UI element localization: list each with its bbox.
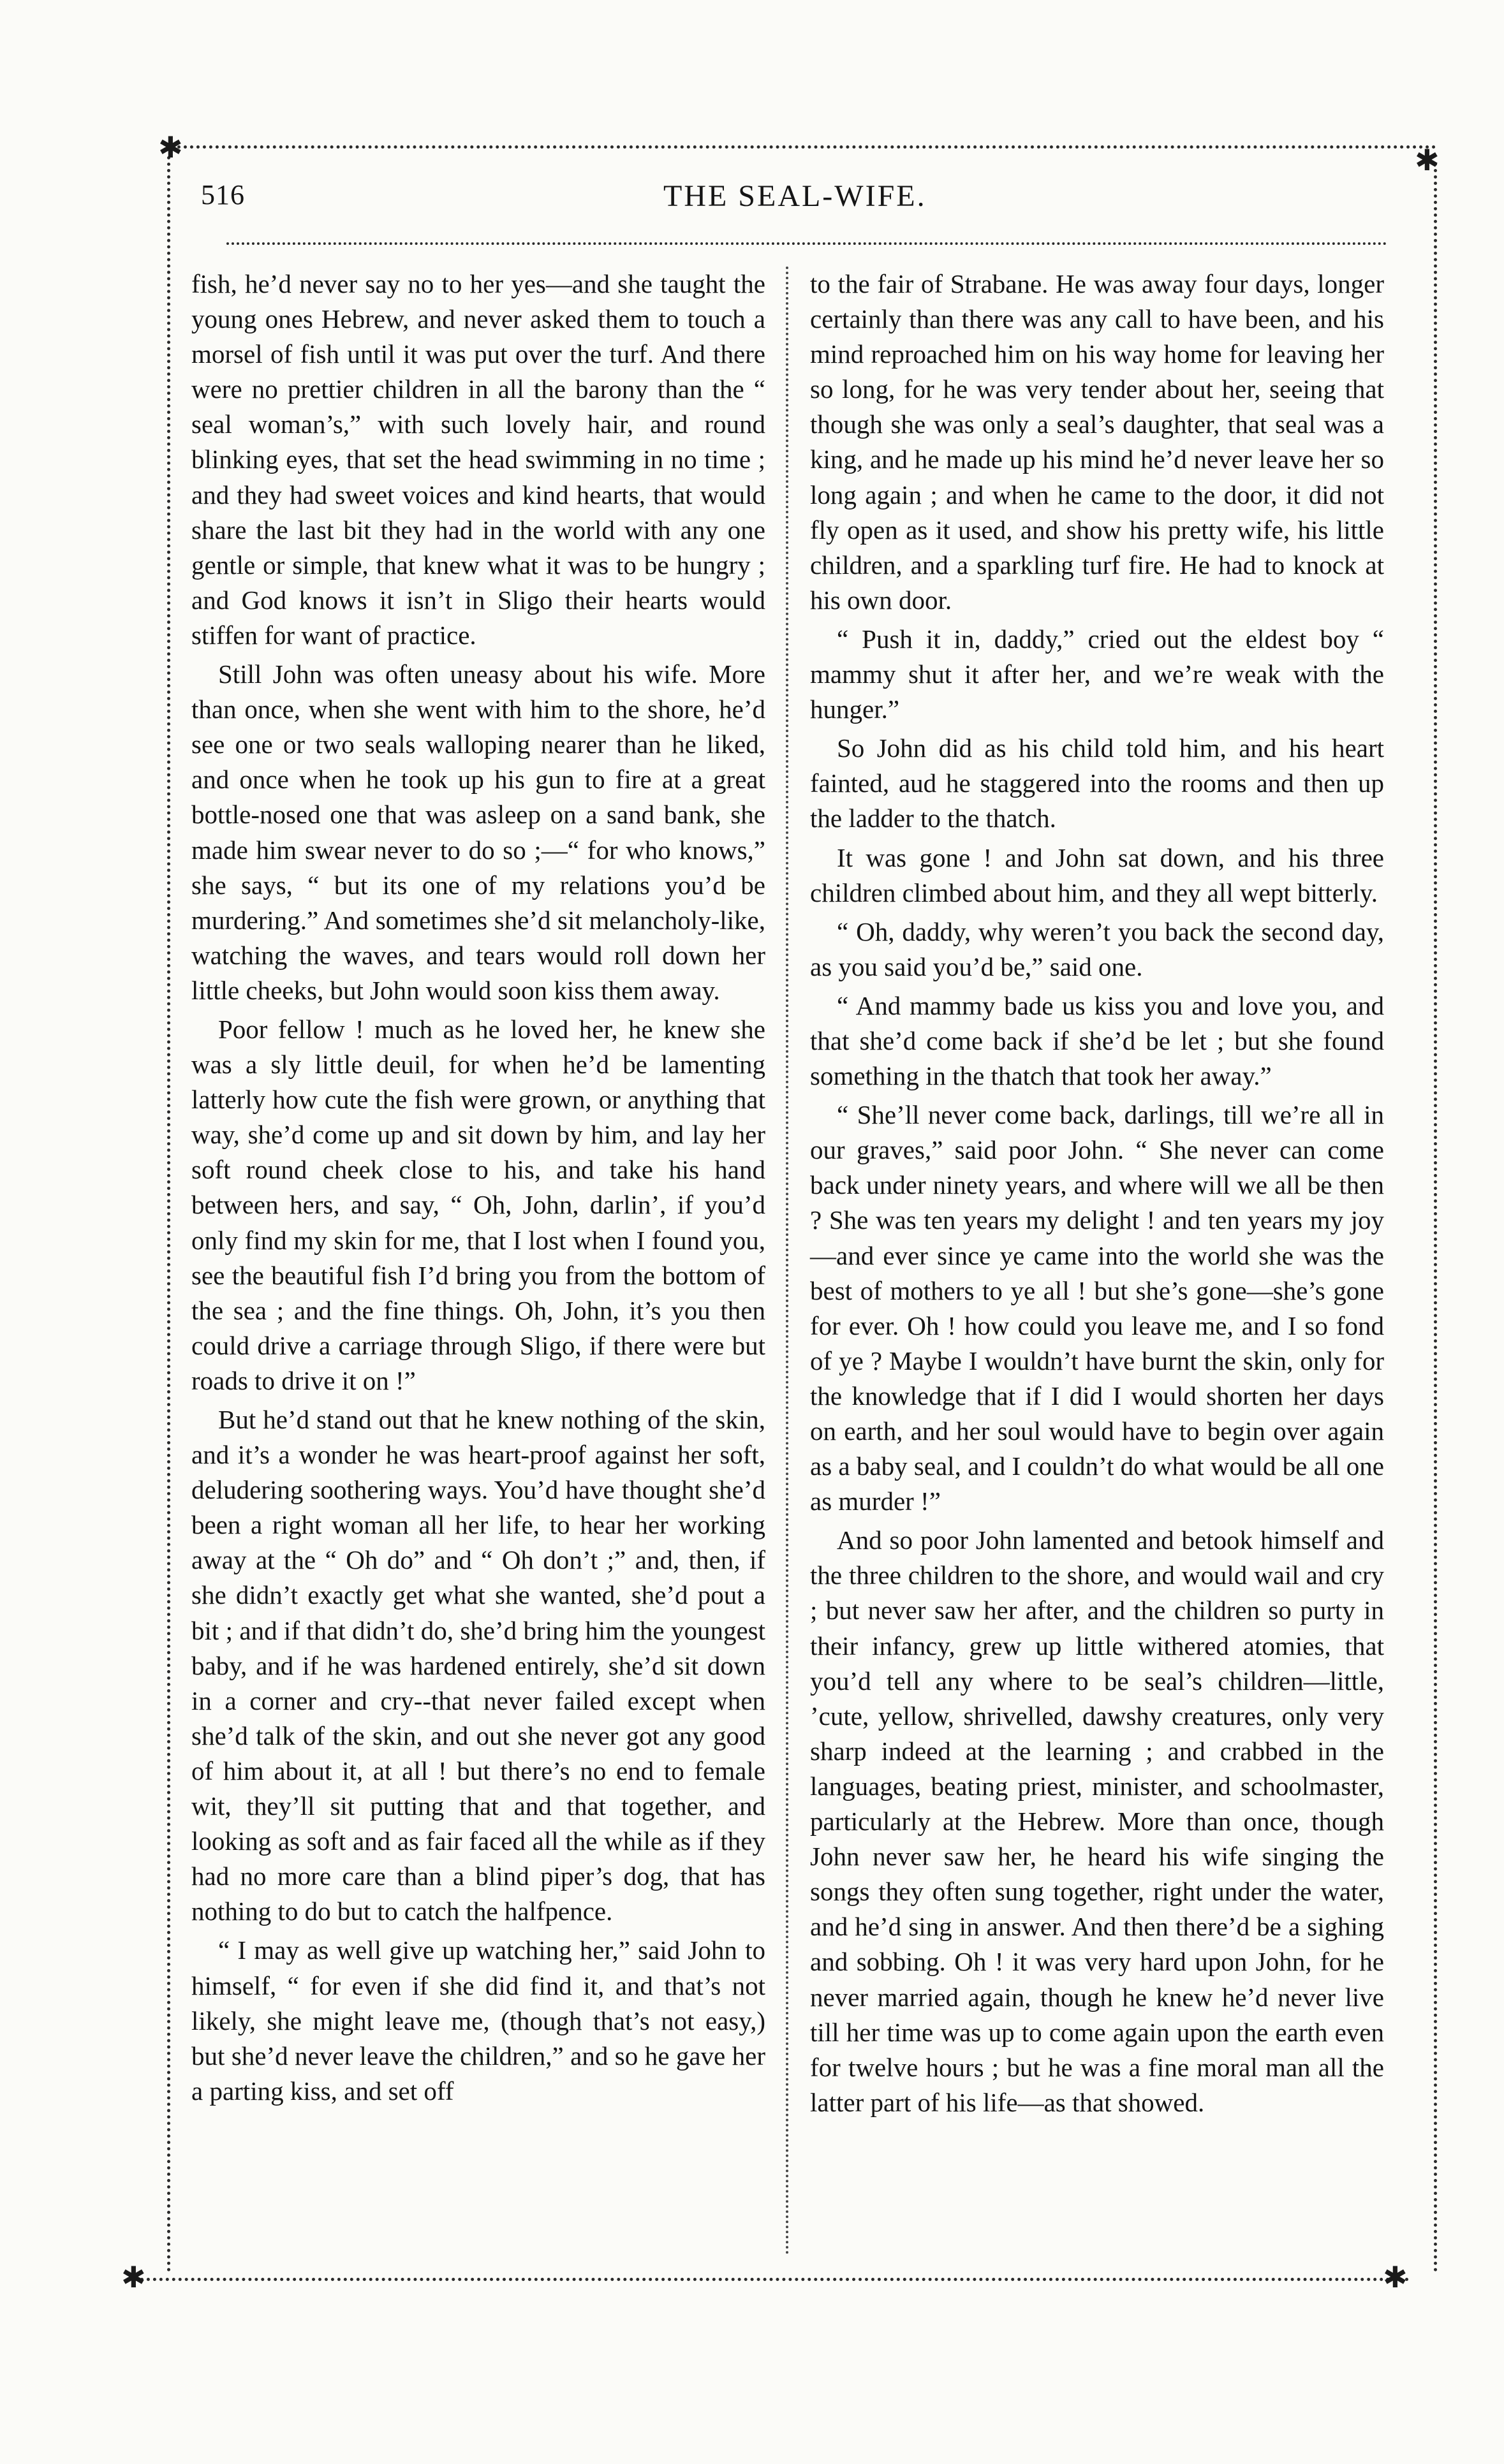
corner-ornament-icon: ✱	[1383, 2260, 1408, 2294]
paragraph: “ I may as well give up watching her,” said John to himself, “ for even if she did find it, and that’s not likely, she might leave me, (though that’s not easy,) but she’d never leave the children,” and so he gave her a parting kiss, and set off	[191, 1935, 765, 2106]
header-rule	[226, 242, 1387, 245]
corner-ornament-icon: ✱	[1415, 143, 1440, 177]
right-column	[810, 267, 1384, 2124]
left-column	[191, 267, 765, 2113]
running-head-title: THE SEAL-WIFE.	[663, 179, 927, 213]
border-bottom	[134, 2278, 1410, 2281]
corner-ornament-icon: ✱	[121, 2260, 146, 2294]
paragraph: “ She’ll never come back, darlings, till we’re all in our graves,” said poor John. “ She never can come back under ninety years, and where will we all be then ? She was ten years my delight ! and ten years my joy—and ever since ye came into the world she was the best of mothers to ye all ! but she’s gone—she’s gone for ever. Oh ! how could you leave me, and I so fond of ye ? Maybe I wouldn’t have burnt the skin, only for the knowledge that if I did I would shorten her days on earth, and her soul would have to begin over again as a baby seal, and I couldn’t do what would be all one as murder !”	[810, 1100, 1384, 1516]
paragraph: “ Push it in, daddy,” cried out the eldest boy “ mammy shut it after her, and we’re weak with the hunger.”	[810, 624, 1384, 724]
border-left	[167, 156, 170, 2273]
column-divider	[786, 267, 788, 2256]
paragraph: So John did as his child told him, and his heart fainted, aud he staggered into the rooms and then up the ladder to the thatch.	[810, 733, 1384, 833]
paragraph: “ Oh, daddy, why weren’t you back the second day, as you said you’d be,” said one.	[810, 916, 1384, 981]
paragraph: And so poor John lamented and betook himself and the three children to the shore, and would wail and cry ; but never saw her after, and the children so purty in their infancy, grew up little withered atomies, that you’d tell any where to be seal’s children—little, ’cute, yellow, shrivelled, dawshy creatures, only very sharp indeed at the learning ; and crabbed in the languages, beating priest, minister, and schoolmaster, particularly at the Hebrew. More than once, though John never saw her, he heard his wife singing the songs they often sung together, right under the water, and he’d sing in answer. And then there’d be a sighing and sobbing. Oh ! it was very hard upon John, for he never married again, though he knew he’d never live till her time was up to come again upon the earth even for twelve hours ; but he was a fine moral man all the latter part of his life—as that showed.	[810, 1525, 1384, 2117]
paragraph: fish, he’d never say no to her yes—and she taught the young ones Hebrew, and never asked them to touch a morsel of fish until it was put over the turf. And there were no prettier children in all the barony than the “ seal woman’s,” with such lovely hair, and round blinking eyes, that set the head swimming in no time ; and they had sweet voices and kind hearts, that would share the last bit they had in the world with any one gentle or simple, that knew what it was to be hungry ; and God knows it isn’t in Sligo their hearts would stiffen for want of practice.	[191, 269, 765, 650]
paragraph: Poor fellow ! much as he loved her, he knew she was a sly little deuil, for when he’d be lamenting latterly how cute the fish were grown, or anything that way, she’d come up and sit down by him, and lay her soft round cheek close to his, and take his hand between hers, and say, “ Oh, John, darlin’, if you’d only find my skin for me, that I lost when I found you, see the beautiful fish I’d bring you from the bottom of the sea ; and the fine things. Oh, John, it’s you then could drive a carriage through Sligo, if there were but roads to drive it on !”	[191, 1014, 765, 1395]
border-top	[171, 145, 1436, 149]
paragraph: “ And mammy bade us kiss you and love you, and that she’d come back if she’d be let ; but she found something in the thatch that took her away.”	[810, 990, 1384, 1091]
paragraph: to the fair of Strabane. He was away four days, longer certainly than there was any call to have been, and his mind reproached him on his way home for leaving her so long, for he was very tender about her, seeing that though she was only a seal’s daughter, that seal was a king, and he made up his mind he’d never leave her so long again ; and when he came to the door, it did not fly open as it used, and show his pretty wife, his little children, and a sparkling turf fire. He had to knock at his own door.	[810, 269, 1384, 615]
paragraph: It was gone ! and John sat down, and his three children climbed about him, and they all wept bitterly.	[810, 842, 1384, 907]
paragraph: But he’d stand out that he knew nothing of the skin, and it’s a wonder he was heart-proof against her soft, deludering soothering ways. You’d have thought she’d been a right woman all her life, to hear her working away at the “ Oh do” and “ Oh don’t ;” and, then, if she didn’t exactly get what she wanted, she’d pout a bit ; and if that didn’t do, she’d bring him the youngest baby, and if he was hardened entirely, she’d sit down in a corner and cry--that never failed except when she’d talk of the skin, and out she never got any good of him about it, at all ! but there’s no end to female wit, they’ll sit putting that and that together, and looking as soft and as fair faced all the while as if they had no more care than a blind piper’s dog, that has nothing to do but to catch the halfpence.	[191, 1405, 765, 1926]
paragraph: Still John was often uneasy about his wife. More than once, when she went with him to the shore, he’d see one or two seals walloping nearer than he liked, and once when he took up his gun to fire at a great bottle-nosed one that was asleep on a sand bank, she made him swear never to do so ;—“ for who knows,” she says, “ but its one of my relations you’d be murdering.” And sometimes she’d sit melancholy-like, watching the waves, and tears would roll down her little cheeks, but John would soon kiss them away.	[191, 659, 765, 1005]
border-right	[1434, 163, 1437, 2273]
corner-ornament-icon: ✱	[158, 130, 183, 165]
page-number: 516	[201, 179, 245, 210]
